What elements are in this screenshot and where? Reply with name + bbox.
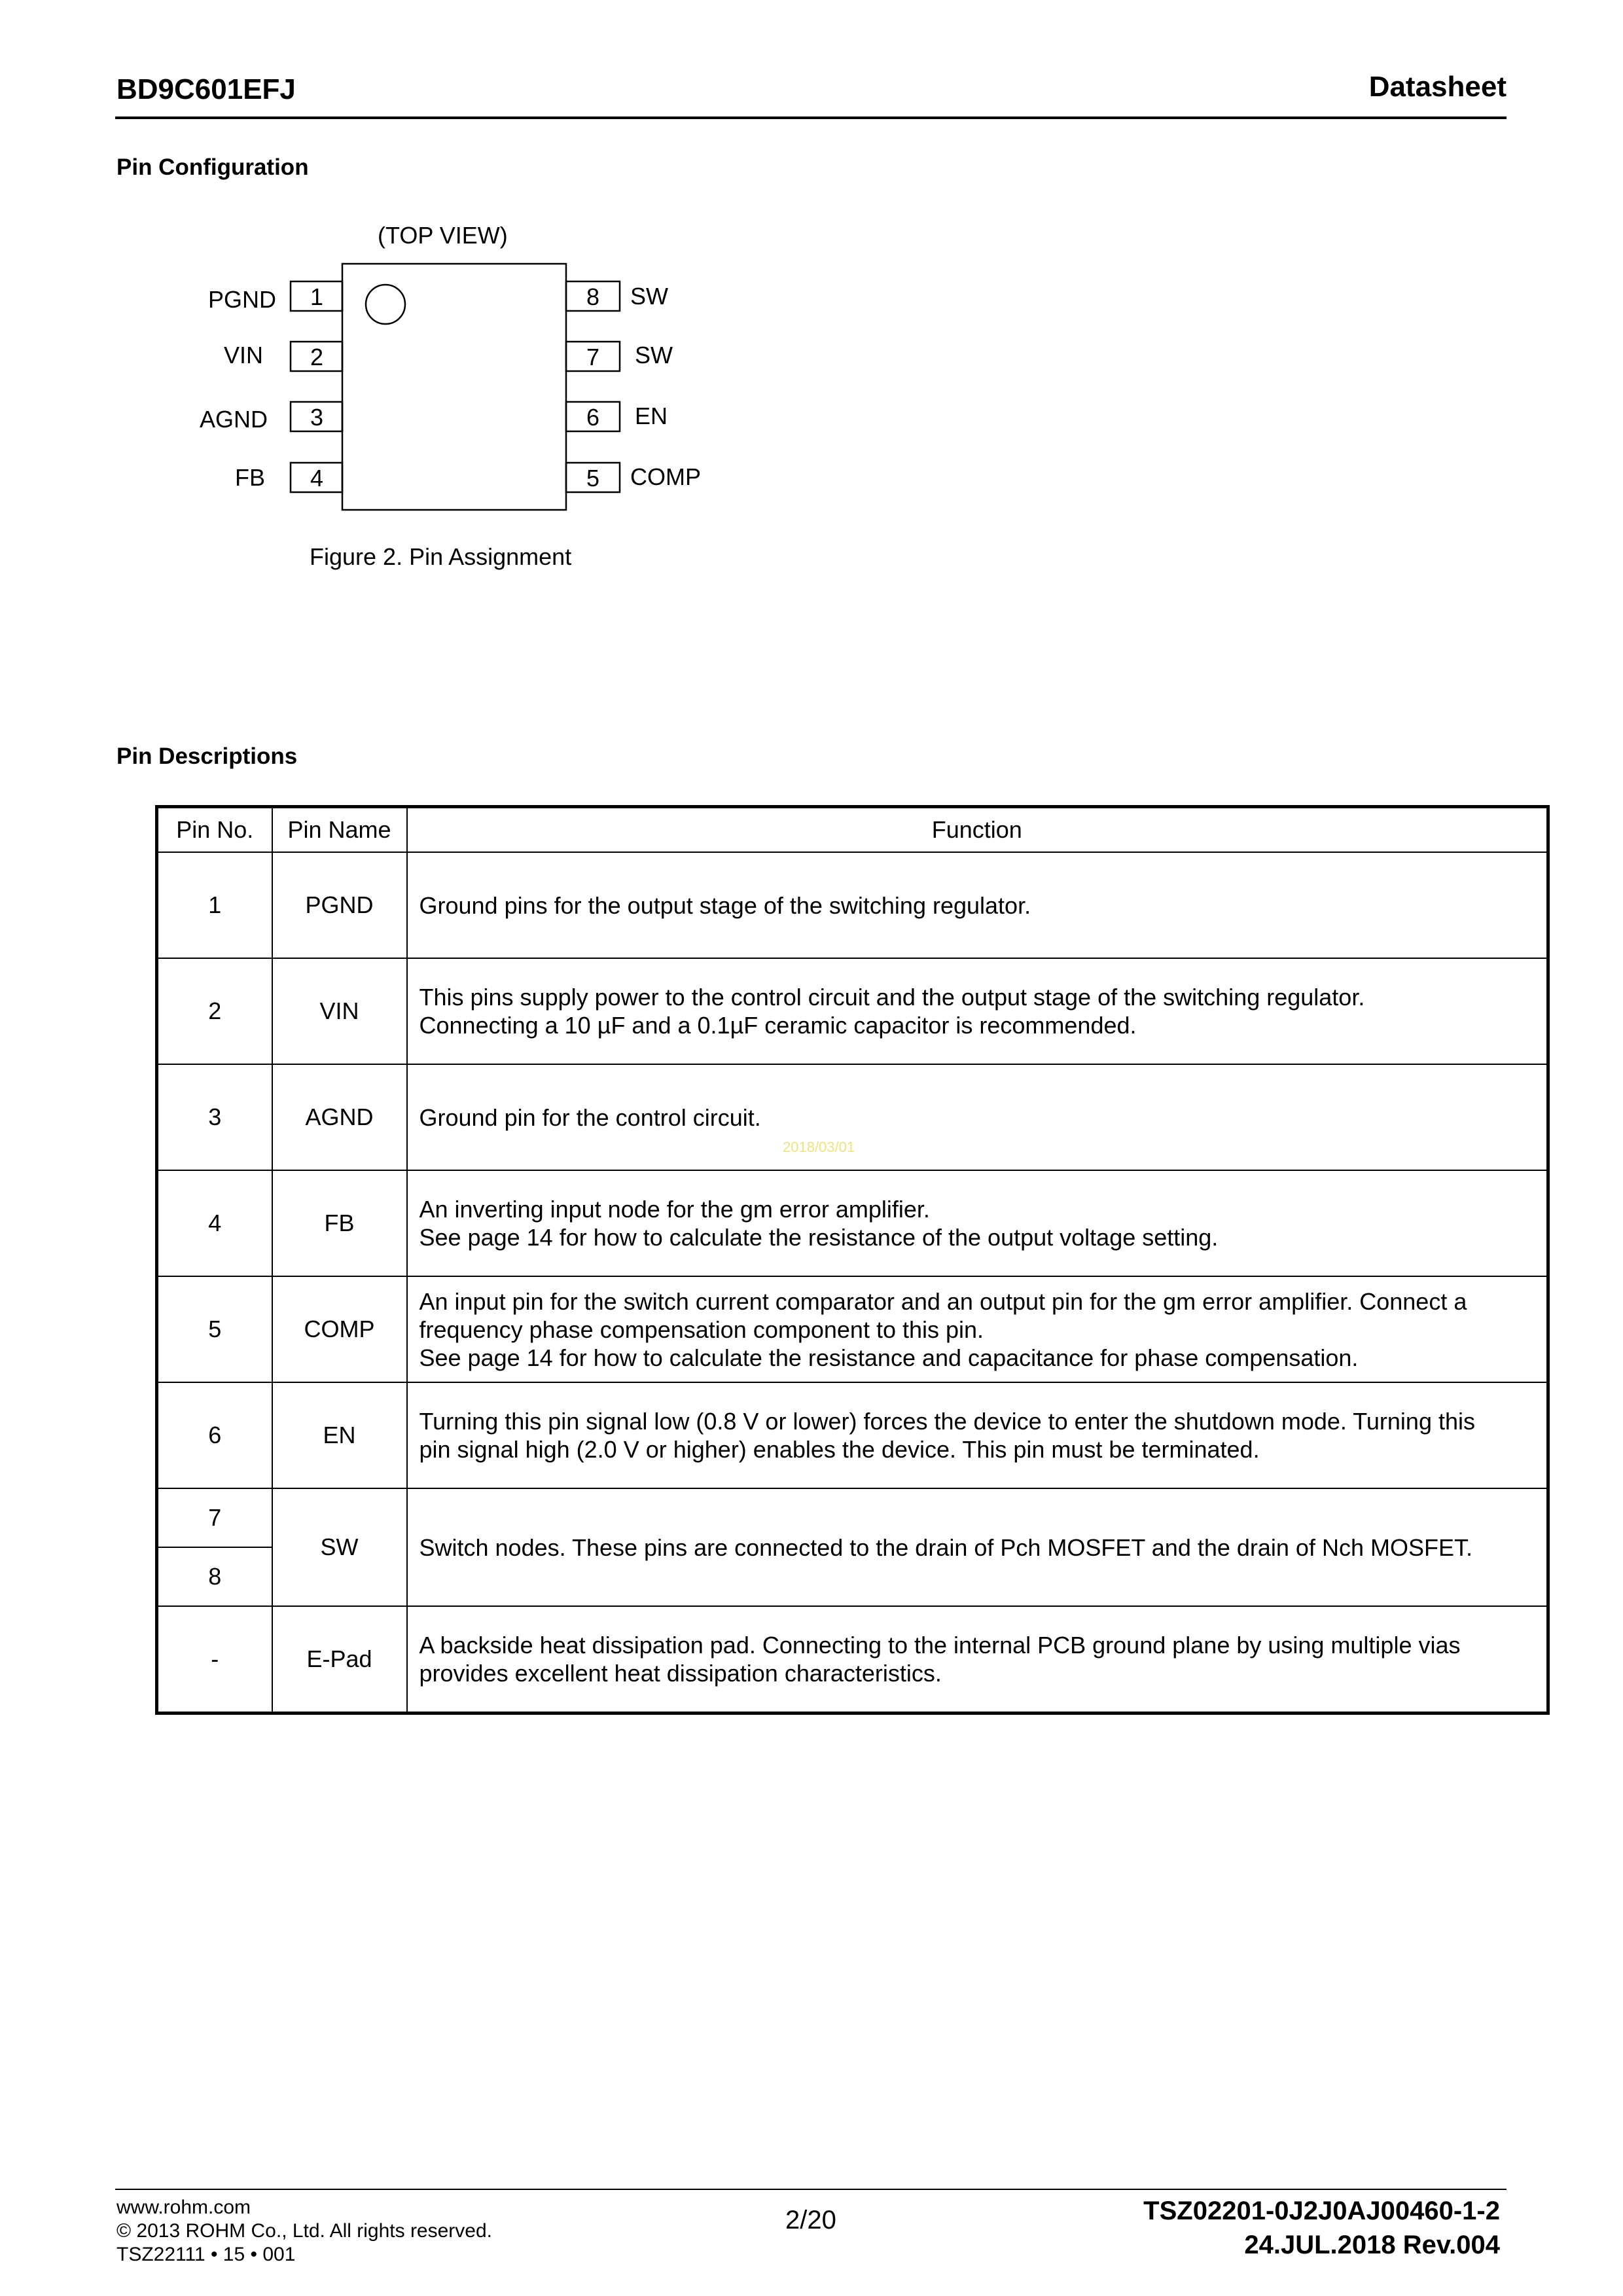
footer-rule	[115, 2189, 1507, 2190]
pin-5-number: 5	[586, 465, 600, 492]
table-row	[157, 1276, 1548, 1382]
pin1-marker	[366, 285, 405, 324]
pin-name-cell: PGND	[272, 852, 407, 958]
document-number: TSZ02201-0J2J0AJ00460-1-2	[1143, 2197, 1500, 2225]
figure-caption: Figure 2. Pin Assignment	[310, 543, 572, 570]
date-revision: 24.JUL.2018 Rev.004	[1244, 2231, 1500, 2259]
top-view-label: (TOP VIEW)	[378, 222, 508, 249]
pin-name-cell: FB	[272, 1170, 407, 1276]
pin-7-number: 7	[586, 344, 600, 370]
pin-no-cell: 1	[157, 852, 272, 958]
function-line: A backside heat dissipation pad. Connecting to the internal PCB ground plane by using multiple vias	[419, 1632, 1461, 1659]
pin-no-cell: 8	[157, 1547, 272, 1606]
function-line: frequency phase compensation component to this pin.	[419, 1316, 984, 1343]
function-cell	[407, 1170, 1548, 1276]
function-line: Ground pin for the control circuit.	[419, 1103, 761, 1131]
ic-package-body	[342, 264, 566, 510]
pin-8-number: 8	[586, 283, 600, 310]
function-line: Connecting a 10 µF and a 0.1µF ceramic capacitor is recommended.	[419, 1012, 1137, 1039]
pin-no-cell: 5	[157, 1276, 272, 1382]
pin-name-cell: E-Pad	[272, 1606, 407, 1713]
function-line: Turning this pin signal low (0.8 V or lower) forces the device to enter the shutdown mode. Turning this	[419, 1408, 1475, 1435]
function-line: See page 14 for how to calculate the resistance of the output voltage setting.	[419, 1224, 1219, 1251]
pin-1-name: PGND	[207, 286, 276, 313]
page-number: 2/20	[785, 2206, 836, 2234]
col-header-function: Function	[407, 807, 1548, 853]
pin-configuration-heading: Pin Configuration	[116, 154, 309, 180]
pin-description-table	[155, 805, 1550, 1715]
pin-no-cell: -	[157, 1606, 272, 1713]
pin-name-cell: VIN	[272, 958, 407, 1064]
pin-name-cell: EN	[272, 1382, 407, 1488]
function-line: pin signal high (2.0 V or higher) enables the device. This pin must be terminated.	[419, 1436, 1260, 1463]
footer-form-code: TSZ22111 • 15 • 001	[116, 2244, 296, 2265]
pin-no-cell: 6	[157, 1382, 272, 1488]
function-cell	[407, 852, 1548, 958]
function-line: Ground pins for the output stage of the switching regulator.	[419, 891, 1031, 919]
pin-4-number: 4	[310, 465, 324, 492]
pin-7-name: SW	[635, 342, 673, 368]
table-header-row	[157, 807, 1548, 853]
function-cell	[407, 958, 1548, 1064]
pin-6-number: 6	[586, 404, 600, 431]
pin-name-cell: AGND	[272, 1064, 407, 1170]
function-cell	[407, 1488, 1548, 1606]
function-line: An inverting input node for the gm error amplifier.	[419, 1196, 930, 1223]
pin-6-name: EN	[635, 403, 668, 429]
table-row	[157, 1170, 1548, 1276]
function-line: provides excellent heat dissipation characteristics.	[419, 1660, 942, 1687]
pin-assignment-diagram	[0, 0, 785, 589]
pin-2-name: VIN	[223, 342, 263, 368]
table-row	[157, 1606, 1548, 1713]
pin-3-name: AGND	[199, 406, 268, 433]
document-type: Datasheet	[1368, 71, 1507, 103]
pin-no-cell: 3	[157, 1064, 272, 1170]
footer-left-block	[116, 2196, 492, 2267]
watermark: 2018/03/01	[783, 1139, 855, 1155]
col-header-pin-name: Pin Name	[272, 807, 407, 853]
footer-right-block	[1143, 2194, 1500, 2262]
pin-no-cell: 7	[157, 1488, 272, 1547]
pin-no-cell: 2	[157, 958, 272, 1064]
function-cell	[407, 1382, 1548, 1488]
table-row	[157, 1488, 1548, 1547]
pin-3-number: 3	[310, 404, 324, 431]
function-cell	[407, 1064, 1548, 1170]
function-cell	[407, 1606, 1548, 1713]
pin-no-cell: 4	[157, 1170, 272, 1276]
footer-copyright: © 2013 ROHM Co., Ltd. All rights reserved.	[116, 2220, 492, 2242]
pin-8-name: SW	[630, 283, 668, 310]
pin-descriptions-heading: Pin Descriptions	[116, 744, 298, 769]
function-cell	[407, 1276, 1548, 1382]
table-row	[157, 958, 1548, 1064]
table-row	[157, 1382, 1548, 1488]
function-line: See page 14 for how to calculate the resistance and capacitance for phase compensation.	[419, 1344, 1359, 1371]
pin-name-cell: COMP	[272, 1276, 407, 1382]
function-line: An input pin for the switch current comparator and an output pin for the gm error amplifier. Connect a	[419, 1287, 1467, 1315]
pin-name-cell: SW	[272, 1488, 407, 1606]
part-number: BD9C601EFJ	[116, 73, 296, 105]
pin-4-name: FB	[234, 464, 265, 491]
pin-2-number: 2	[310, 344, 324, 370]
footer-website: www.rohm.com	[116, 2197, 251, 2218]
table-row	[157, 852, 1548, 958]
col-header-pin-no: Pin No.	[157, 807, 272, 853]
function-line: This pins supply power to the control circuit and the output stage of the switching regulator.	[419, 984, 1365, 1011]
pin-5-name: COMP	[630, 463, 701, 490]
pin-1-number: 1	[310, 283, 324, 310]
function-line: Switch nodes. These pins are connected to the drain of Pch MOSFET and the drain of Nch MOSFET.	[419, 1534, 1472, 1561]
